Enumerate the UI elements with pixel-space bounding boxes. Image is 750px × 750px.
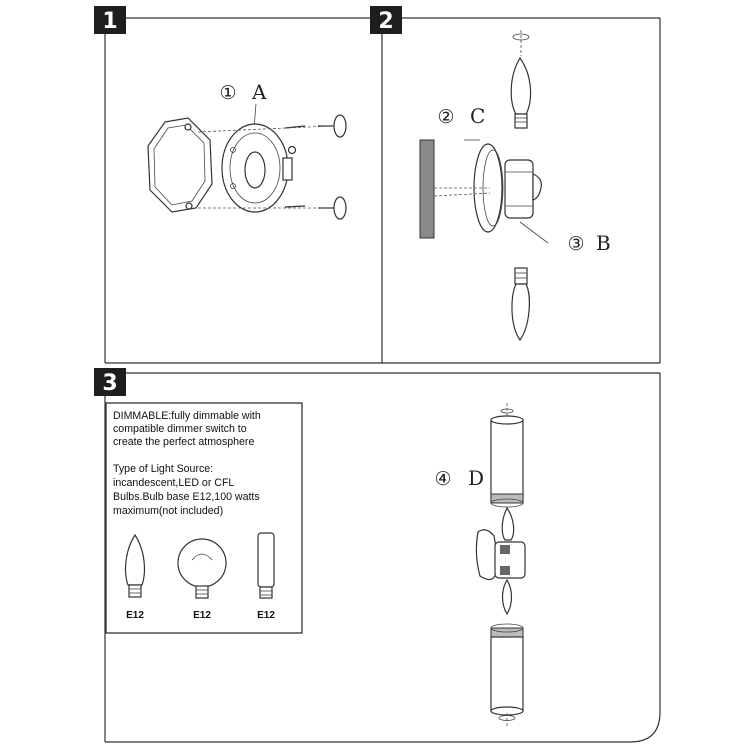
callout-3-b bbox=[567, 231, 610, 255]
step-2-number: 2 bbox=[378, 9, 394, 34]
wall-icon bbox=[420, 140, 434, 238]
step-3-badge bbox=[94, 368, 126, 396]
info-line: Type of Light Source: bbox=[113, 463, 214, 475]
candle-bulb-icon bbox=[511, 30, 530, 128]
callout-1-letter: A bbox=[252, 80, 267, 104]
step-3-number: 3 bbox=[102, 371, 118, 396]
step-1-number: 1 bbox=[102, 9, 118, 34]
step-2-panel bbox=[370, 6, 660, 363]
callout-3-letter: B bbox=[596, 231, 611, 255]
info-line: Bulbs.Bulb base E12,100 watts bbox=[113, 491, 260, 503]
callout-2-number: ② bbox=[437, 106, 455, 128]
info-line: compatible dimmer switch to bbox=[113, 423, 247, 435]
info-line: DIMMABLE:fully dimmable with bbox=[113, 410, 261, 422]
candle-bulb-icon bbox=[512, 268, 529, 340]
callout-2-letter: C bbox=[470, 104, 486, 128]
step-1-badge bbox=[94, 6, 126, 34]
callout-3-number: ③ bbox=[567, 233, 585, 255]
callout-4-number: ④ bbox=[434, 468, 452, 490]
info-line: maximum(not included) bbox=[113, 505, 224, 517]
junction-box-icon bbox=[148, 118, 212, 212]
wall-anchor-icon bbox=[318, 115, 346, 219]
callout-1-number: ① bbox=[219, 82, 237, 104]
callout-2-c bbox=[437, 104, 485, 128]
bulb-base-label: E12 bbox=[193, 610, 211, 621]
fixture-body-icon bbox=[476, 508, 525, 614]
callout-4-d bbox=[434, 466, 484, 490]
step-3-panel bbox=[94, 368, 660, 742]
info-line: incandescent,LED or CFL bbox=[113, 477, 235, 489]
info-box bbox=[106, 403, 302, 633]
callout-1-a bbox=[219, 80, 267, 128]
bulb-base-label: E12 bbox=[257, 610, 275, 621]
glass-shade-icon bbox=[491, 624, 523, 726]
fixture-body-icon bbox=[434, 140, 548, 243]
mounting-plate-icon bbox=[222, 124, 296, 212]
bulb-base-label: E12 bbox=[126, 610, 144, 621]
info-line: create the perfect atmosphere bbox=[113, 436, 255, 448]
step-1-panel bbox=[94, 6, 382, 363]
step-2-badge bbox=[370, 6, 402, 34]
callout-4-letter: D bbox=[468, 466, 485, 490]
glass-shade-icon bbox=[491, 403, 523, 507]
